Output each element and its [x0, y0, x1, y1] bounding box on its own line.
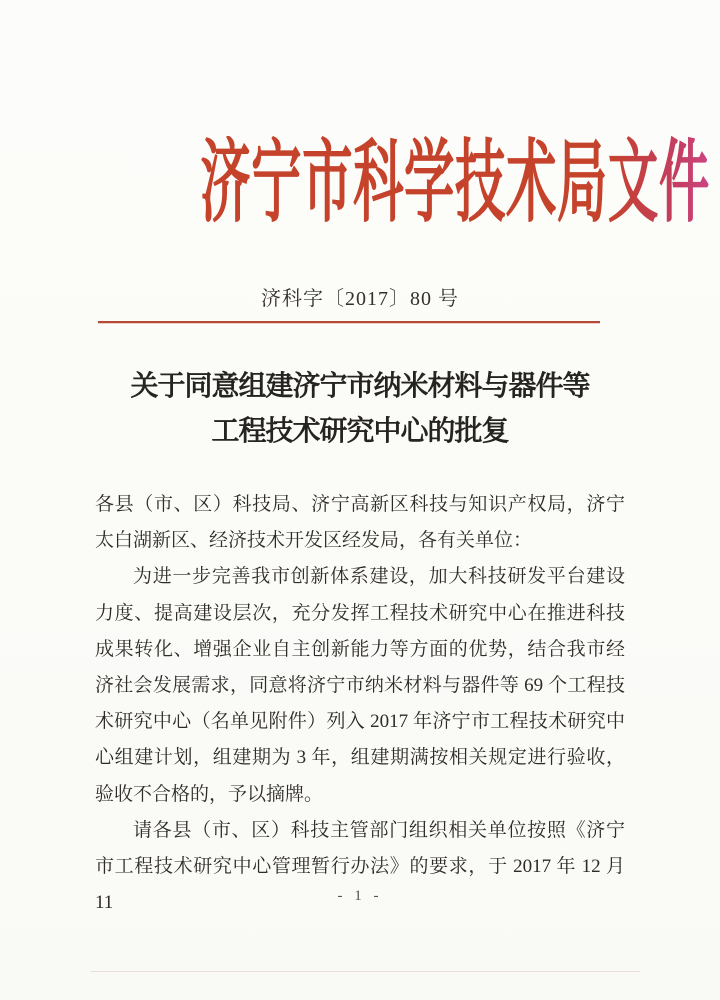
document-title-line2: 工程技术研究中心的批复 — [211, 416, 509, 447]
page-number: - 1 - — [337, 888, 383, 904]
document-number: 济科字〔2017〕80 号 — [261, 288, 459, 310]
body-paragraph: 请各县（市、区）科技主管部门组织相关单位按照《济宁市工程技术研究中心管理暂行办法》的要求，于 2017 年 12 月 11 — [95, 819, 625, 914]
body-paragraph: 各县（市、区）科技局、济宁高新区科技与知识产权局，济宁太白湖新区、经济技术开发区经发局，各有关单位： — [95, 494, 625, 552]
red-divider-rule — [98, 321, 600, 323]
body-paragraph: 为进一步完善我市创新体系建设，加大科技研发平台建设力度、提高建设层次，充分发挥工程技术研究中心在推进科技成果转化、增强企业自主创新能力等方面的优势，结合我市经济社会发展需求，同意将济宁市纳米材料与器件等 69 个工程技术研究中心（名单见附件）列入 2017 年济宁市工程技术研究中心组建计划，组建期为 3 年，组建期满按相关规定进行验收，验收不合格的，予以摘牌。 — [95, 566, 625, 805]
document-title-line1: 关于同意组建济宁市纳米材料与器件等 — [130, 371, 590, 402]
document-title — [0, 364, 720, 454]
scan-artifact-line — [90, 971, 640, 972]
issuing-org-header-text: 济宁市科学技术局文件 — [200, 134, 710, 233]
body — [95, 487, 625, 921]
issuing-org-header — [0, 136, 720, 231]
